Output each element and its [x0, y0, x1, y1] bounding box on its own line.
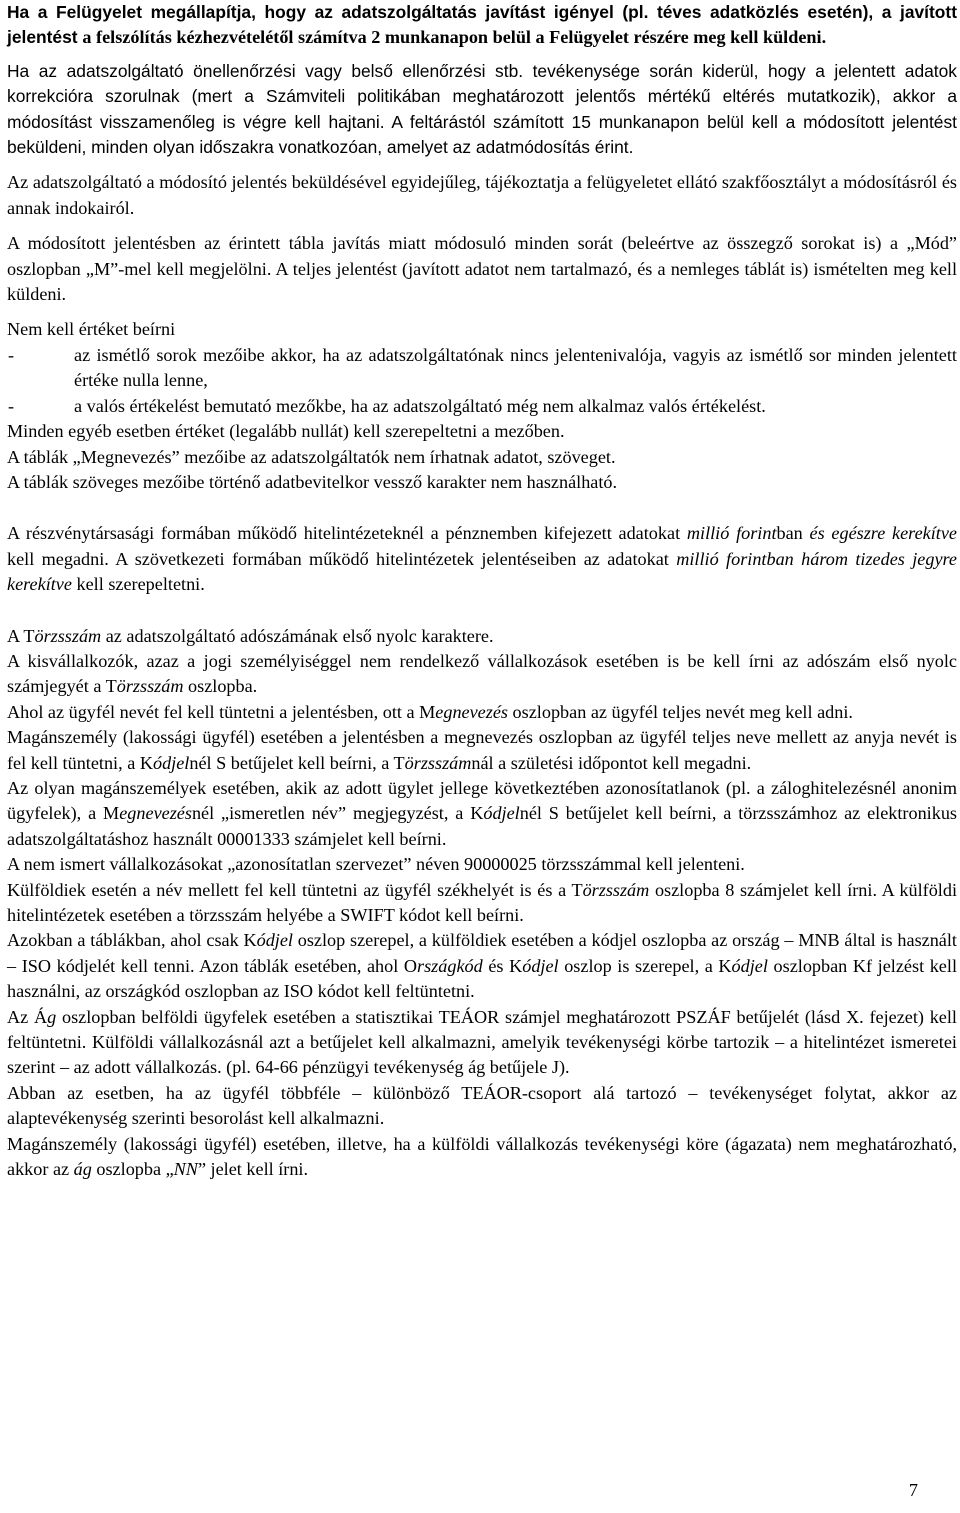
dash-bullet: -	[8, 344, 15, 365]
list-item	[7, 394, 957, 419]
text-span: oszlopba „	[91, 1159, 174, 1180]
paragraph-kisvallalkozok	[7, 649, 957, 700]
text-span: oszlop is szerepel, a K	[558, 955, 732, 976]
paragraph-self-check	[7, 59, 957, 161]
text-span: A T	[7, 625, 35, 646]
italic-span: ódjel	[731, 955, 768, 976]
paragraph-kodjel	[7, 928, 957, 1004]
paragraph-nem-ismert: A nem ismert vállalkozásokat „azonosítatlan szervezet” néven 90000025 törzsszámmal kell jelenteni.	[7, 854, 745, 875]
paragraph-inform: Az adatszolgáltató a módosító jelentés beküldésével egyidejűleg, tájékoztatja a felügyeletet ellátó szakfőosztályt a módosításról és annak indokairól.	[7, 172, 957, 218]
text-span: Külföldiek esetén a név mellett fel kell tüntetni az ügyfél székhelyét is és a T	[7, 879, 583, 900]
text-span: oszlopban belföldi ügyfelek esetében a statisztikai TEÁOR számjel meghatározott PSZÁF betűjelét (lásd X. fejezet) kell feltüntetni. Külföldi vállalkozásnál azt a betűjelet kell alkalmazni, amelyik tevékenységi körbe tartozik – a hitelintézet ismeretei szerint – az adott vállalkozás. (pl. 64-66 pénzügyi tevékenység ág betűjele J).	[7, 1006, 957, 1078]
text-span: Magánszemély (lakossági ügyfél) esetében a jelentésben a megnevezés oszlopban az ügyfél teljes neve mellett az anyja nevét is fel kell tüntetni, a K	[7, 727, 957, 773]
paragraph-torzsszam	[7, 624, 957, 649]
text-span: oszlopba.	[183, 676, 258, 697]
list-item-text: az ismétlő sorok mezőibe akkor, ha az adatszolgáltatónak nincs jelentenivalója, vagyis az ismétlő sor minden jelentett értéke nulla lenne,	[74, 344, 957, 391]
paragraph-megnevezes: A táblák „Megnevezés” mezőibe az adatszolgáltatók nem írhatnak adatot, szöveget.	[7, 446, 616, 467]
italic-span: örzsszám	[404, 752, 472, 773]
italic-span: és egészre kerekítve	[809, 523, 957, 544]
italic-span: rszágkód	[417, 955, 483, 976]
italic-span: örzsszám	[116, 676, 184, 697]
list-item	[7, 343, 957, 394]
italic-span: ódjel	[256, 930, 293, 951]
paragraph-maganszemely	[7, 725, 957, 776]
text-span: és K	[482, 955, 523, 976]
paragraph-nn	[7, 1132, 957, 1183]
italic-span: NN	[173, 1159, 198, 1180]
text-span: ban	[776, 523, 810, 544]
nem-kell-intro: Nem kell értéket beírni	[7, 319, 176, 340]
paragraph-ag	[7, 1005, 957, 1081]
text-span: nél S betűjelet kell beírni, a T	[189, 752, 405, 773]
text-span: Azokban a táblákban, ahol csak K	[7, 930, 257, 951]
text-span: oszlopban az ügyfél teljes nevét meg kell adni.	[508, 701, 853, 722]
paragraph-azonositatlan	[7, 776, 957, 852]
paragraph-vesszo: A táblák szöveges mezőibe történő adatbevitelkor vessző karakter nem használható.	[7, 471, 618, 492]
paragraph-modified-report: A módosított jelentésben az érintett tábla javítás miatt módosuló minden sorát (beleértve az összegző sorokat is) a „Mód” oszlopban „M”-mel kell megjelölni. A teljes jelentést (javított adatot nem tartalmazó, és a nemleges táblát is) ismételten meg kell küldeni.	[7, 233, 957, 305]
text-span: A kisvállalkozók, azaz a jogi személyiséggel nem rendelkező vállalkozások esetében is be kell írni az adószám első nyolc számjegyét a T	[7, 650, 957, 697]
text-span: oszlopba 8 számjelet kell írni. A külföldi hitelintézetek esetében a törzsszám helyébe a SWIFT kódot kell beírni.	[7, 879, 957, 925]
page-number: 7	[908, 1480, 918, 1500]
text-span: A feltárástól számított 15 munkanapon belül kell a módosított jelentést beküldeni, minden olyan időszakra vonatkozóan, amelyet az adatmódosítás érint.	[7, 111, 957, 158]
italic-span: egnevezés	[435, 701, 508, 722]
text-span: Az Á	[7, 1006, 48, 1027]
italic-span: örzsszám	[582, 879, 650, 900]
text-span: A részvénytársasági formában működő hitelintézeteknél a pénznemben kifejezett adatokat	[7, 523, 687, 544]
paragraph-kulfoldiek	[7, 878, 957, 929]
italic-span: örzsszám	[34, 625, 102, 646]
text-span: oszlop szerepel, a külföldiek esetében a kódjel oszlopba az ország – MNB által is használt – ISO kódjelét kell tenni. Azon táblák esetében, ahol O	[7, 930, 957, 976]
text-span: kell szerepeltetni.	[71, 574, 205, 595]
italic-span: millió forint	[686, 523, 777, 544]
text-span: Ahol az ügyfél nevét fel kell tüntetni a jelentésben, ott a M	[7, 701, 436, 722]
italic-span: ág	[73, 1159, 92, 1180]
text-span: Magánszemély (lakossági ügyfél) esetében, illetve, ha a külföldi vállalkozás tevékenységi köre (ágazata) nem meghatározható, akkor az	[7, 1133, 957, 1180]
paragraph-abban: Abban az esetben, ha az ügyfél többféle – különböző TEÁOR-csoport alá tartozó – tevékenységet folytat, akkor az alaptevékenység szerinti besorolást kell alkalmazni.	[7, 1082, 957, 1129]
text-span: Az olyan magánszemélyek esetében, akik az adott ügylet jellege következtében azonosítatlanok (pl. a záloghitelezésnél anonim ügyfelek), a M	[7, 777, 957, 824]
italic-span: ódjel	[152, 752, 190, 773]
italic-span: ódjel	[483, 803, 520, 824]
document-page	[7, 0, 957, 1182]
list-item-text: a valós értékelést bemutató mezőkbe, ha az adatszolgáltató még nem alkalmaz valós értékelést.	[74, 395, 766, 416]
text-span-bold: a felszólítás kézhezvételétől számítva 2 munkanapon belül a Felügyelet részére meg kell küldeni.	[82, 27, 827, 48]
text-span: az adatszolgáltató adószámának első nyolc karaktere.	[101, 625, 494, 646]
paragraph-minden: Minden egyéb esetben értéket (legalább nullát) kell szerepeltetni a mezőben.	[7, 421, 565, 442]
italic-span: egnevezés	[119, 803, 192, 824]
paragraph-ugyfel-neve	[7, 700, 957, 725]
text-span: oszlopban Kf jelzést kell használni, az országkód oszlopban az ISO kódot kell feltüntetni.	[7, 955, 957, 1002]
italic-span: millió forintban három tizedes jegyre kerekítve	[7, 548, 957, 595]
paragraph-rounding	[7, 521, 957, 597]
text-span: nél „ismeretlen név” megjegyzést, a K	[191, 803, 484, 824]
text-span: nál a születési időpontot kell megadni.	[471, 752, 752, 773]
paragraph-correction-request	[7, 0, 957, 51]
dash-bullet: -	[8, 395, 15, 416]
italic-span: g	[47, 1006, 57, 1027]
text-span: nél S betűjelet kell beírni, a törzsszámhoz az elektronikus adatszolgáltatáshoz használt 00001333 számjelet kell beírni.	[7, 803, 957, 849]
text-span: Ha a Felügyelet megállapítja, hogy az adatszolgáltatás javítást igényel (pl. téves adatközlés esetén), a javított jelentést	[7, 2, 957, 48]
text-span: kell megadni. A szövetkezeti formában működő hitelintézetek jelentéseiben az adatokat	[7, 548, 677, 569]
text-span: ” jelet kell írni.	[197, 1159, 309, 1180]
text-span: Ha az adatszolgáltató önellenőrzési vagy belső ellenőrzési stb. tevékenysége során kiderül, hogy a jelentett adatok korrekcióra szorulnak (mert a Számviteli politikában meghatározott jelentős mértékű eltérés mutatkozik), akkor a módosítást visszamenőleg is végre kell hajtani.	[7, 60, 957, 132]
italic-span: ódjel	[522, 955, 559, 976]
